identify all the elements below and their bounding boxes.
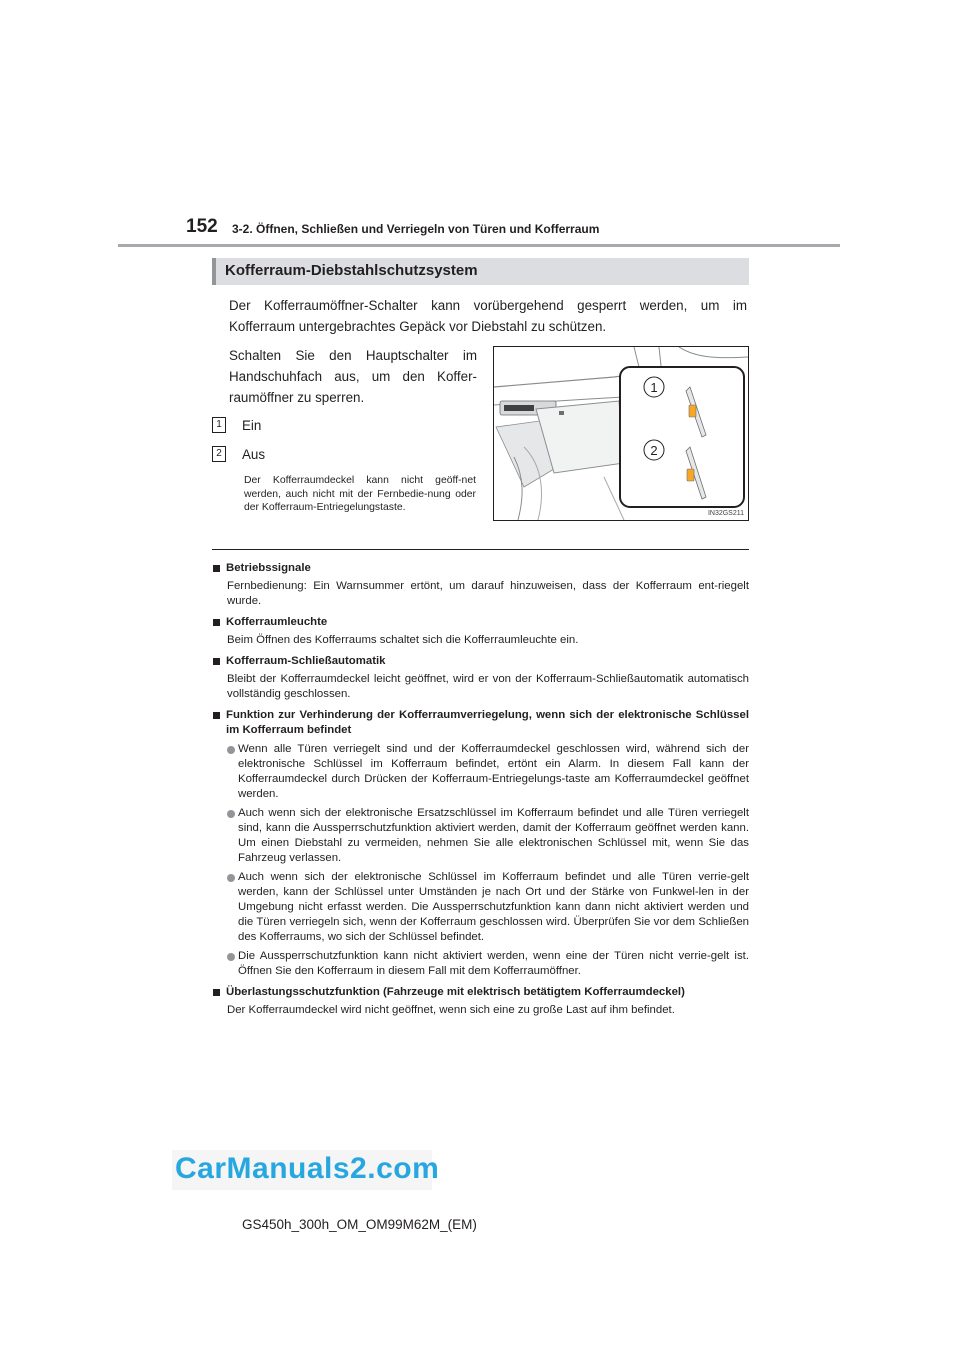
item-label: Aus	[242, 446, 266, 462]
square-bullet-icon	[213, 658, 220, 665]
image-code: IN32GS211	[707, 510, 744, 517]
note-block	[212, 985, 749, 1018]
list-item-on	[212, 417, 261, 433]
note-body: Fernbedienung: Ein Warnsummer ertönt, um darauf hinzuweisen, dass der Kofferraum ent-riegelt wurde.	[227, 580, 749, 607]
note-body: Bleibt der Kofferraumdeckel leicht geöffnet, wird er von der Kofferraum-Schließautomatik automatisch vollständig geschlossen.	[227, 673, 749, 700]
glovebox-illustration	[493, 346, 749, 521]
note-heading: Betriebssignale	[212, 561, 749, 576]
section-header	[212, 258, 749, 285]
section-accent	[212, 258, 216, 285]
note-heading: Kofferraumleuchte	[212, 615, 749, 630]
note-block	[212, 615, 749, 648]
note-body: Beim Öffnen des Kofferraums schaltet sich die Kofferraumleuchte ein.	[227, 634, 579, 646]
number-badge: 2	[212, 446, 226, 462]
bullet-item: Wenn alle Türen verriegelt sind und der Kofferraumdeckel geschlossen wird, während sich der elektronische Schlüssel im Kofferraum befindet, ertönt ein Alarm. In diesem Fall kann der Kofferraumdeckel durch Drücken der Kofferraum-Entriegelungs-taste am Kofferraumdeckel geöffnet werden.	[227, 742, 749, 802]
circle-bullet-icon	[227, 953, 235, 961]
note-block	[212, 561, 749, 609]
section-divider	[212, 549, 749, 550]
note-block	[212, 654, 749, 702]
square-bullet-icon	[213, 989, 220, 996]
square-bullet-icon	[213, 565, 220, 572]
circle-bullet-icon	[227, 746, 235, 754]
note-heading: Funktion zur Verhinderung der Kofferraumverriegelung, wenn sich der elektronische Schlüssel im Kofferraum befindet	[212, 708, 749, 738]
square-bullet-icon	[213, 712, 220, 719]
footer-code: GS450h_300h_OM_OM99M62M_(EM)	[242, 1217, 477, 1232]
circle-bullet-icon	[227, 874, 235, 882]
bullet-item: Auch wenn sich der elektronische Schlüssel im Kofferraum befindet und alle Türen verrie-gelt werden, kann der Schlüssel unter Umständen je nach Ort und der Stärke von Funkwel-len in der Umgebung nicht erfasst werden. Die Aussperrschutzfunktion kann dann nicht aktiviert werden und die Türen verriegeln sich, wenn der Kofferraum geschlossen wird. Überprüfen Sie vor dem Schließen des Kofferraums, wo sich der Schlüssel befindet.	[227, 870, 749, 945]
circle-bullet-icon	[227, 810, 235, 818]
chapter-title: 3-2. Öffnen, Schließen und Verriegeln von Türen und Kofferraum	[232, 222, 600, 236]
callout-2: 2	[650, 443, 658, 458]
number-badge: 1	[212, 417, 226, 433]
section-instruction: Schalten Sie den Hauptschalter im Handschuhfach aus, um den Koffer-raumöffner zu sperren.	[229, 348, 477, 405]
notes-section	[212, 561, 749, 1024]
callout-1: 1	[650, 380, 658, 395]
header-rule	[118, 244, 840, 247]
watermark-link[interactable]: CarManuals2.com	[175, 1152, 440, 1185]
section-intro: Der Kofferraumöffner-Schalter kann vorübergehend gesperrt werden, um im Kofferraum untergebrachtes Gepäck vor Diebstahl zu schützen.	[229, 298, 747, 334]
note-heading: Überlastungsschutzfunktion (Fahrzeuge mit elektrisch betätigtem Kofferraumdeckel)	[212, 985, 749, 1000]
section-title: Kofferraum-Diebstahlschutzsystem	[225, 262, 478, 279]
note-body: Der Kofferraumdeckel wird nicht geöffnet, wenn sich eine zu große Last auf ihm befindet.	[227, 1004, 675, 1016]
bullet-item: Die Aussperrschutzfunktion kann nicht aktiviert werden, wenn eine der Türen nicht verrie-gelt ist. Öffnen Sie den Kofferraum in diesem Fall mit dem Kofferraumöffner.	[227, 949, 749, 979]
bullet-item: Auch wenn sich der elektronische Ersatzschlüssel im Kofferraum befindet und alle Türen verriegelt sind, kann die Aussperrschutzfunktion aktiviert werden, damit der Kofferraum geöffnet werden kann. Um einen Diebstahl zu vermeiden, nehmen Sie alle elektronischen Schlüssel mit, wenn Sie das Fahrzeug verlassen.	[227, 806, 749, 866]
note-heading: Kofferraum-Schließautomatik	[212, 654, 749, 669]
item-label: Ein	[242, 417, 262, 433]
note-block	[212, 708, 749, 979]
page-number: 152	[186, 216, 218, 237]
square-bullet-icon	[213, 619, 220, 626]
item-note: Der Kofferraumdeckel kann nicht geöff-net werden, auch nicht mit der Fernbedie-nung oder der Kofferraum-Entriegelungstaste.	[244, 475, 476, 513]
list-item-off	[212, 446, 265, 462]
